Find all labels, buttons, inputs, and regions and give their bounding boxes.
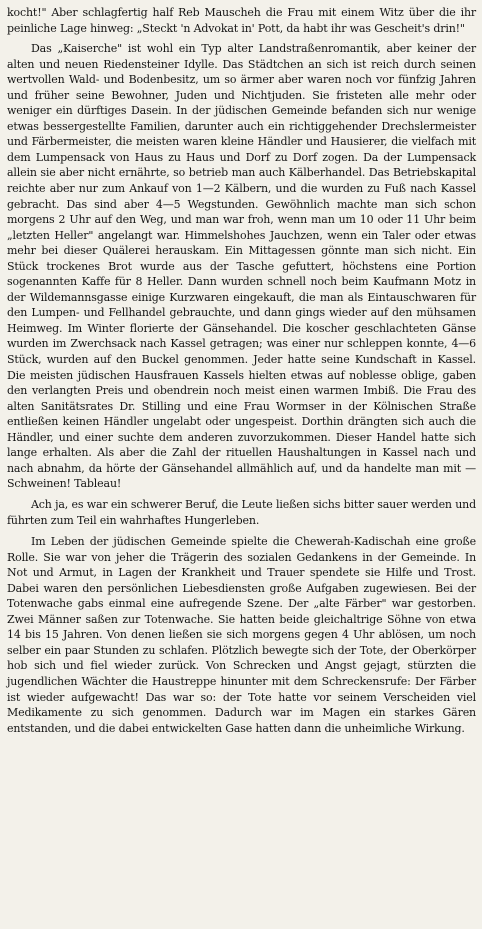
paragraph-witz: kocht!" Aber schlagfertig half Reb Mauscheh die Frau mit einem Witz über die ihr peinliche Lage hinweg: „Steckt 'n Advokat in' Pott, da habt ihr was Gescheit's drin!" bbox=[7, 6, 476, 35]
paragraph-kaiserche: Das „Kaiserche" ist wohl ein Typ alter Landstraßenromantik, aber keiner der alten und neuen Riedensteiner Idylle. Das Städtchen an sich ist reich durch seinen wertvollen Wald- und Bodenbesitz, um so ärmer aber waren noch vor fünfzig Jahren und früher seine Bewohner, Juden und Nichtjuden. Sie fristeten alle mehr oder weniger ein dürftiges Dasein. In der jüdischen Gemeinde befanden sich nur wenige etwas bessergestellte Familien, darunter auch ein richtiggehender Drechslermeister und Färbermeister, die meisten waren kleine Händler und Hausierer, die vielfach mit dem Lumpensack von Haus zu Haus und Dorf zu Dorf zogen. Da der Lumpensack allein sie aber nicht ernährte, so betrieb man auch Kälberhandel. Das Betriebskapital reichte aber nur zum Ankauf von 1—2 Kälbern, und die wurden zu Fuß nach Kassel gebracht. Das sind aber 4—5 Wegstunden. Gewöhnlich machte man sich schon morgens 2 Uhr auf den Weg, und man war froh, wenn man um 10 oder 11 Uhr beim „letzten Heller" angelangt war. Himmelshohes Jauchzen, wenn ein Taler oder etwas mehr bei dieser Quälerei herauskam. Ein Mittagessen gönnte man sich nicht. Ein Stück trockenes Brot wurde aus der Tasche gefuttert, höchstens eine Portion sogenannten Kaffe für 8 Heller. Dann wurden schnell noch beim Kaufmann Motz in der Wildemannsgasse einige Kurzwaren eingekauft, die man als Eintauschwaren für den Lumpen- und Fellhandel gebrauchte, und dann gings wieder auf den mühsamen Heimweg. Im Winter florierte der Gänsehandel. Die koscher geschlachteten Gänse wurden im Zwerchsack nach Kassel getragen; was einer nur schleppen konnte, 4—6 Stück, wurden auf den Buckel genommen. Jeder hatte seine Kundschaft in Kassel. Die meisten jüdischen Hausfrauen Kassels hielten etwas auf noblesse oblige, gaben den verlangten Preis und obendrein noch meist einen warmen Imbiß. Die Frau des alten Sanitätsrates Dr. Stilling und eine Frau Wormser in der Kölnischen Straße entließen keinen Händler ungelabt oder ungespeist. Dorthin drängten sich auch die Händler, und einer suchte dem anderen zuvorzukommen. Dieser Handel hatte sich lange erhalten. Als aber die Zahl der rituellen Haushaltungen in Kassel nach und nach abnahm, da hörte der Gänsehandel allmählich auf, und da handelte man mit — Schweinen! Tableau! bbox=[7, 42, 476, 491]
paragraph-schwerer-beruf: Ach ja, es war ein schwerer Beruf, die Leute ließen sichs bitter sauer werden und führten zum Teil ein wahrhaftes Hungerleben. bbox=[7, 497, 476, 527]
paragraph-chewerah-kadischah: Im Leben der jüdischen Gemeinde spielte die Chewerah-Kadischah eine große Rolle. Sie war von jeher die Trägerin des sozialen Gedankens in der Gemeinde. In Not und Armut, in Lagen der Krankheit und Trauer spendete sie Hilfe und Trost. Dabei waren den persönlichen Liebesdiensten große Aufgaben zugewiesen. Bei der Totenwache gabs einmal eine aufregende Szene. Der „alte Färber" war gestorben. Zwei Männer saßen zur Totenwache. Sie hatten beide gleichaltrige Söhne von etwa 14 bis 15 Jahren. Von denen ließen sie sich morgens gegen 4 Uhr ablösen, um noch selber ein paar Stunden zu schlafen. Plötzlich bewegte sich der Tote, der Oberkörper hob sich und fiel wieder zurück. Von Schrecken und Angst gejagt, stürzten die jugendlichen Wächter die Haustreppe hinunter mit dem Schreckensrufe: Der Färber ist wieder aufgewacht! Das war so: der Tote hatte vor seinem Verscheiden viel Medikamente zu sich genommen. Dadurch war im Magen ein starkes Gären entstanden, und die dabei entwickelten Gase hatten dann die unheimliche Wirkung. bbox=[7, 535, 476, 735]
